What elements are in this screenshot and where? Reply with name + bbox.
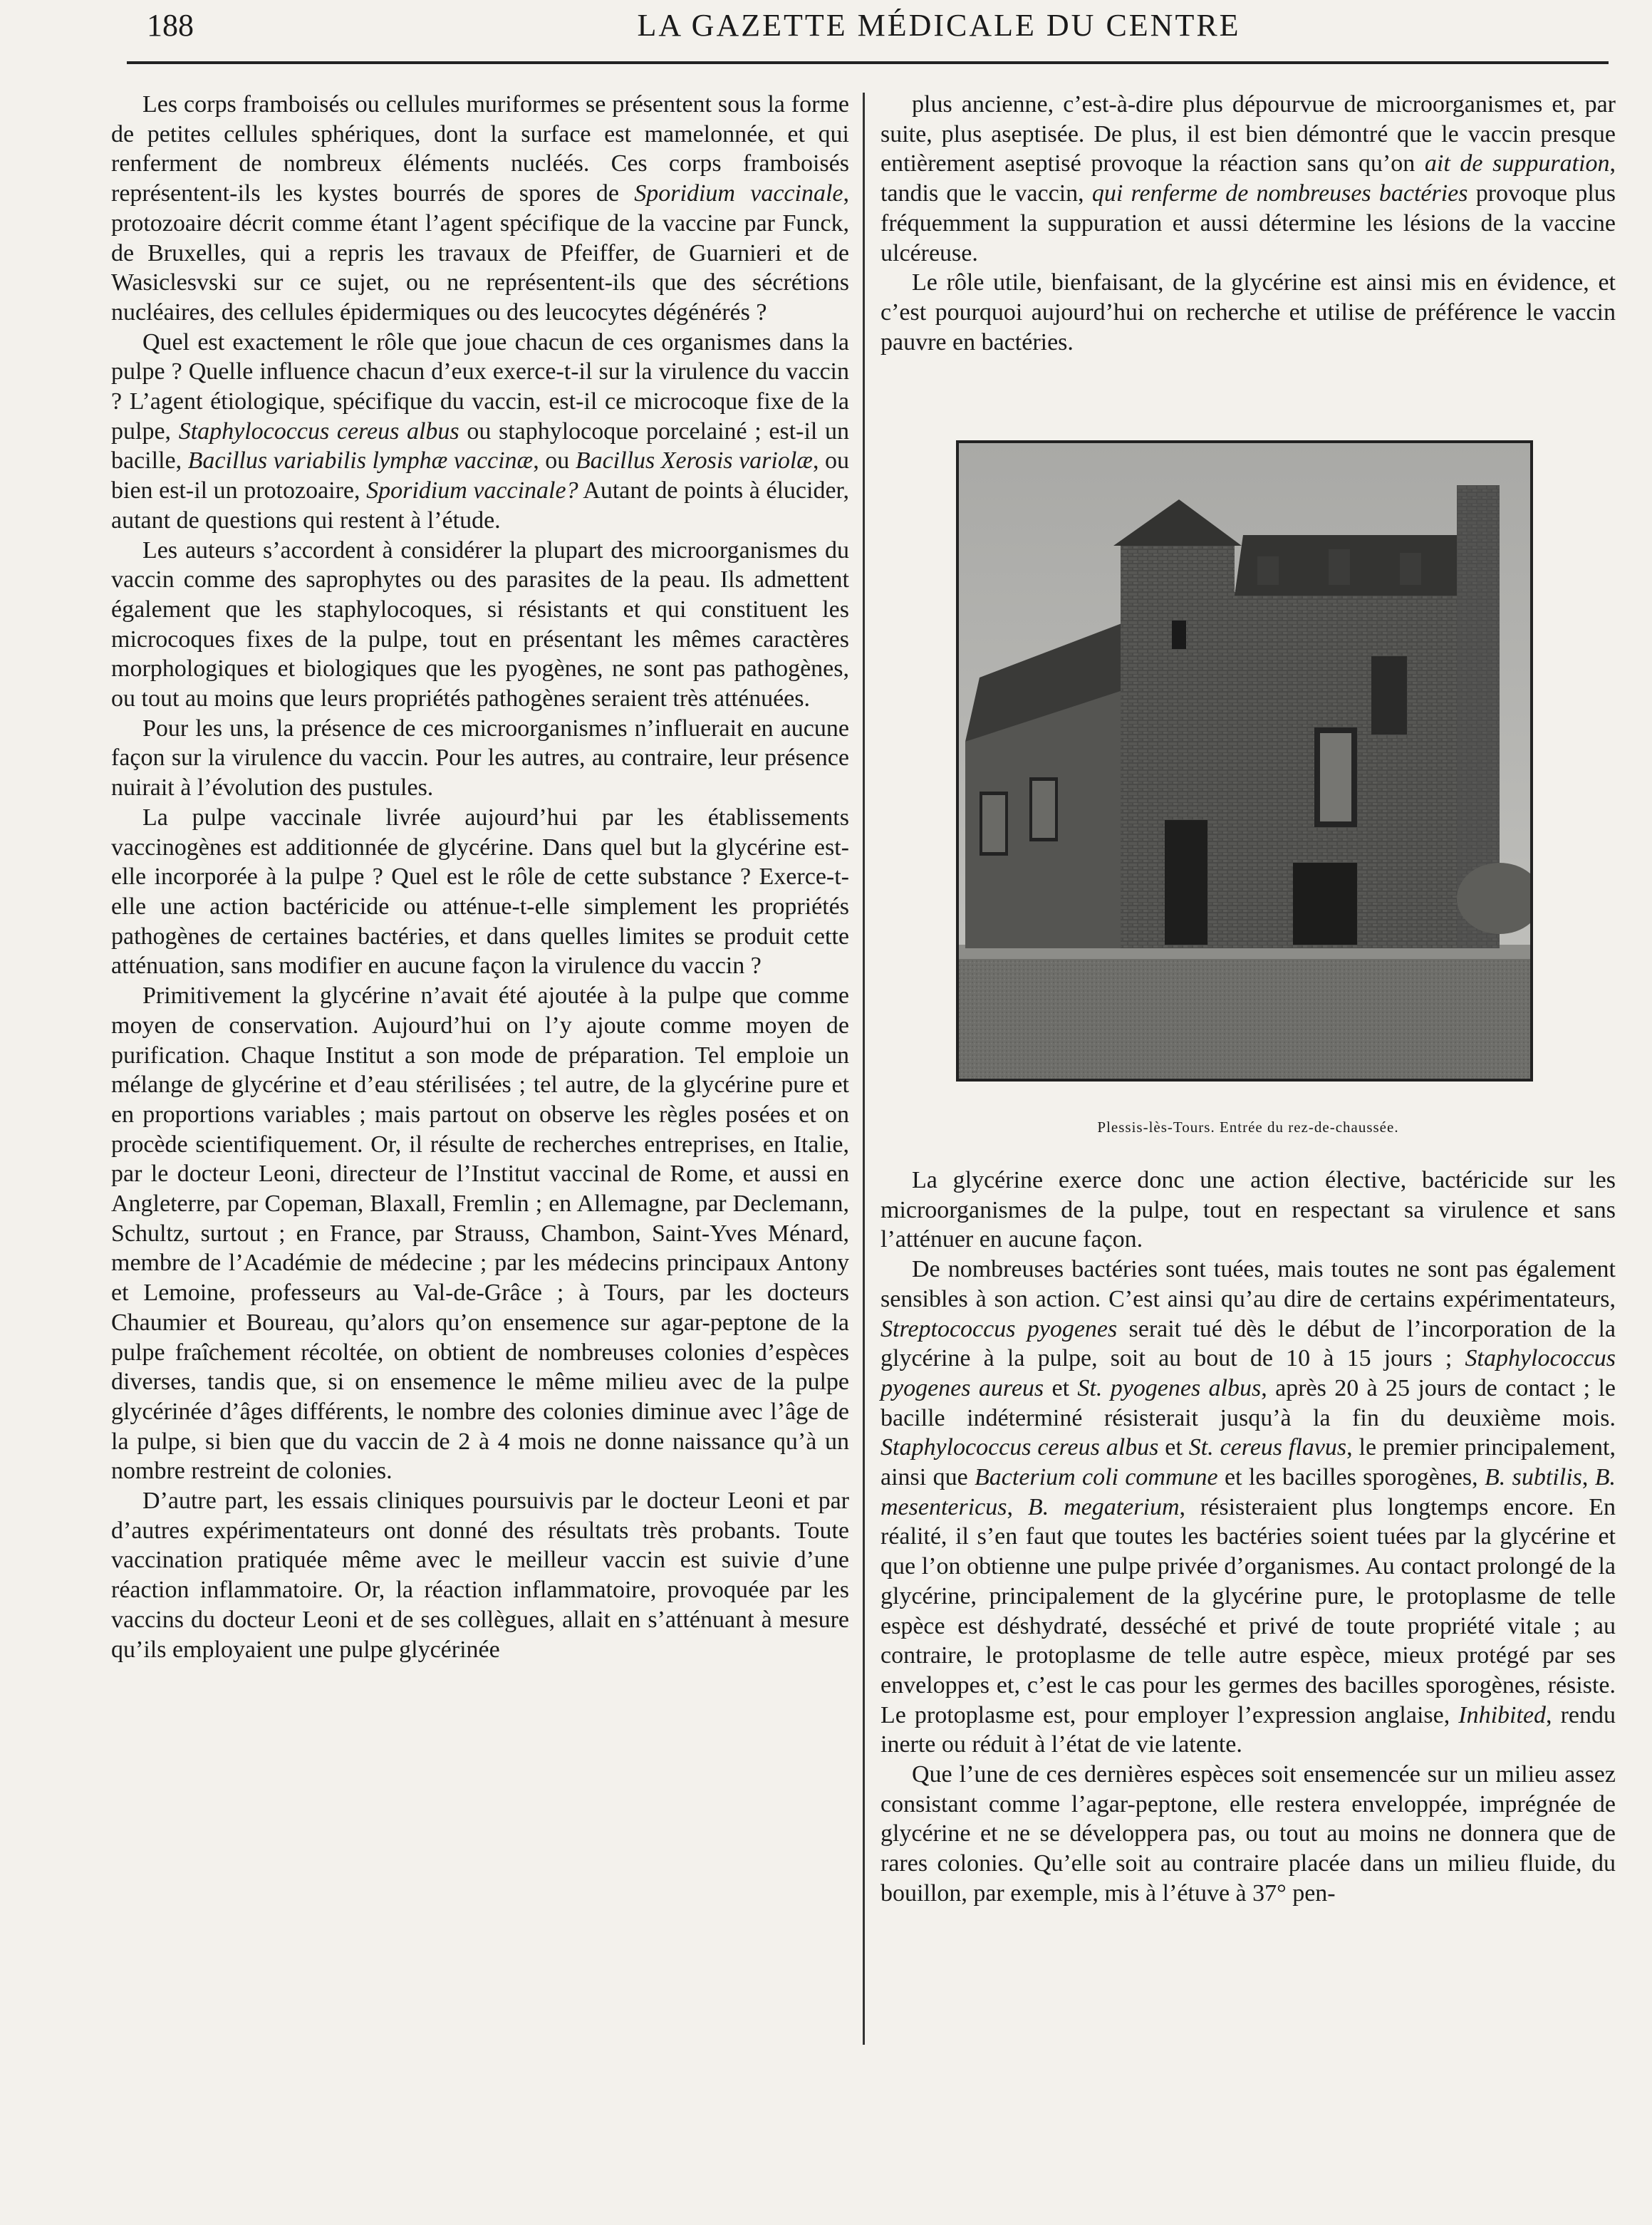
text-run: , ou bien est-il un protozoaire, <box>111 447 850 504</box>
italic-term: Bacillus Xerosis variolæ <box>575 447 813 474</box>
paragraph <box>880 268 1616 357</box>
text-run: Autant de points à élucider, autant de questions qui restent à l’étude. <box>111 477 849 534</box>
text-run: plus ancienne, c’est-à-dire plus dépourvue de microorganismes et, par suite, plus aseptisée. De plus, il est bien démontré que le vaccin presque entièrement aseptisé provoque la réaction sans qu’on <box>880 91 1616 177</box>
paragraph <box>111 328 849 536</box>
text-run: , protozoaire décrit comme étant l’agent spécifique de la vaccine par Funck, de Bruxelles, qui a repris les travaux de Pfeiffer, de Guarnieri et de Wasiclesvski sur ce sujet, ou ne représentent-ils que des sécrétions nucléaires, des cellules épidermiques ou des leucocytes dégénérés ? <box>111 180 850 326</box>
text-run: Quel est exactement le rôle que joue chacun de ces organismes dans la pulpe ? Quelle influence chacun d’eux exerce-t-il sur la virulence du vaccin ? L’agent étiologique, spécifique du vaccin, est-il ce microcoque fixe de la pulpe, <box>111 328 849 445</box>
text-run: D’autre part, les essais cliniques poursuivis par le docteur Leoni et par d’autres expérimentateurs ont donné des résultats très probants. Toute vaccination pratiquée même avec le meilleur vaccin est suivie d’une réaction inflammatoire. Or, la réaction inflammatoire, provoquée par les vaccins du docteur Leoni et de ses collègues, allait en s’atténuant à mesure qu’ils employaient une pulpe glycérinée <box>111 1488 849 1663</box>
paragraph <box>880 90 1616 268</box>
running-header <box>127 7 1609 57</box>
column-divider <box>863 93 865 2045</box>
text-run: De nombreuses bactéries sont tuées, mais toutes ne sont pas également sensibles à son action. C’est ainsi qu’au dire de certains expérimentateurs, <box>880 1256 1616 1312</box>
text-run: Le rôle utile, bienfaisant, de la glycérine est ainsi mis en évidence, et c’est pourquoi aujourd’hui on recherche et utilise de préférence le vaccin pauvre en bactéries. <box>880 269 1616 356</box>
italic-term: St. cereus flavus <box>1188 1434 1347 1461</box>
text-run: Pour les uns, la présence de ces microorganismes n’influerait en aucune façon sur la virulence du vaccin. Pour les autres, au contraire, leur présence nuirait à l’évolution des pustules. <box>111 715 849 802</box>
text-run: La pulpe vaccinale livrée aujourd’hui par les établissements vaccinogènes est additionnée de glycérine. Dans quel but la glycérine est-elle incorporée à la pulpe ? Quel est le rôle de cette substance ? Exerce-t-elle une action bactéricide ou atténue-t-elle simplement les propriétés pathogènes de certaines bactéries, et dans quelles limites se produit cette atténuation, sans modifier en aucune façon la virulence du vaccin ? <box>111 804 849 980</box>
paragraph <box>880 1166 1616 1255</box>
text-run: , après 20 à 25 jours de contact ; le bacille indéterminé résisterait jusqu’à la fin du deuxième mois. <box>880 1374 1616 1431</box>
text-run: Primitivement la glycérine n’avait été ajoutée à la pulpe que comme moyen de conservation. Aujourd’hui on l’y ajoute comme moyen de purification. Chaque Institut a son mode de préparation. Tel emploie un mélange de glycérine et d’eau stérilisées ; tel autre, de la glycérine pure et en proportions variables ; mais partout on observe les règles posées et on procède scientifiquement. Or, il résulte de recherches entreprises, en Italie, par le docteur Leoni, directeur de l’Institut vaccinal de Rome, et aussi en Angleterre, par Copeman, Blaxall, Fremlin ; en Allemagne, par Declemann, Schultz, surtout ; en France, par Strauss, Chambon, Saint-Yves Ménard, membre de l’Académie de médecine ; par les médecins principaux Antony et Lemoine, professeurs au Val-de-Grâce ; à Tours, par les docteurs Chaumier et Boureau, qu’alors qu’on ensemence sur agar-peptone de la pulpe fraîchement récoltée, on obtient de nombreuses colonies d’espèces diverses, tandis que, si on ensemence le même milieu avec de la pulpe glycérinée d’âges différents, le nombre des colonies diminue avec l’âge de la pulpe, si bien que du vaccin de 2 à 4 mois ne donne naissance qu’à un nombre restreint de colonies. <box>111 982 849 1485</box>
text-run: Les auteurs s’accordent à considérer la plupart des microorganismes du vaccin comme des saprophytes ou des parasites de la peau. Ils admettent également que les staphylocoques, si résistants et qui constituent les microcoques fixes de la pulpe, tout en présentant les mêmes caractères morphologiques et biologiques que les pyogènes, ne sont pas pathogènes, ou tout au moins que leurs propriétés pathogènes seraient très atténuées. <box>111 536 849 712</box>
italic-term: qui renferme de nombreuses bactéries <box>1091 180 1468 207</box>
paragraph <box>111 803 849 981</box>
text-run: ou staphylocoque porcelainé ; est-il un bacille, <box>111 417 849 474</box>
text-run: et <box>1158 1434 1189 1461</box>
text-run: , <box>1007 1493 1028 1520</box>
chateau-photograph <box>956 440 1533 1082</box>
text-run: , <box>1581 1464 1595 1491</box>
right-column-bottom <box>880 1166 1616 1909</box>
italic-term: B. mesentericus <box>880 1464 1616 1520</box>
text-run: et les bacilles sporogènes, <box>1217 1464 1485 1491</box>
paragraph <box>880 1760 1616 1909</box>
italic-term: Inhibited <box>1458 1701 1547 1728</box>
text-run: , résisteraient plus longtemps encore. En réalité, il s’en faut que toutes les bactéries soient tuées par la glycérine et que l’on obtienne une pulpe privée d’organismes. Au contact prolongé de la glycérine, principalement de la glycérine pure, le protoplasme de telle espèce est déshydraté, desséché et privé de toute propriété vitale ; au contraire, le protoplasme de telle autre espèce, mieux protégé par ses enveloppes et, c’est le cas pour les germes des bacilles sporogènes, résiste. Le protoplasme est, pour employer l’expression anglaise, <box>880 1493 1616 1728</box>
text-run: La glycérine exerce donc une action élective, bactéricide sur les microorganismes de la pulpe, tout en respectant sa virulence et sans l’atténuer en aucune façon. <box>880 1167 1616 1253</box>
text-run: Les corps framboisés ou cellules muriformes se présentent sous la forme de petites cellules sphériques, dont la surface est mamelonnée, et qui renferment de nombreux éléments nucléés. Ces corps framboisés représentent-ils les kystes bourrés de spores de <box>111 91 849 207</box>
paragraph <box>111 981 849 1486</box>
right-column-top <box>880 90 1616 357</box>
italic-term: Staphylococcus pyogenes aureus <box>880 1345 1616 1401</box>
header-rule <box>127 61 1609 64</box>
running-title: LA GAZETTE MÉDICALE DU CENTRE <box>637 8 1241 43</box>
figure-caption: Plessis-lès-Tours. Entrée du rez-de-chaussée. <box>1097 1119 1399 1136</box>
italic-term: Sporidium vaccinale? <box>366 477 578 504</box>
italic-term: Bacterium coli commune <box>975 1464 1218 1491</box>
left-column <box>111 90 849 1664</box>
italic-term: ait de suppuration <box>1424 150 1610 177</box>
italic-term: B. megaterium <box>1027 1493 1180 1520</box>
italic-term: Staphylococcus cereus albus <box>880 1434 1159 1461</box>
text-run: , tandis que le vaccin, <box>880 150 1616 207</box>
italic-term: Staphylococcus cereus albus <box>178 417 459 445</box>
text-run: serait tué dès le début de l’incorporation de la glycérine à la pulpe, soit au bout de 10 à 15 jours ; <box>880 1315 1616 1372</box>
text-run: , rendu inerte ou réduit à l’état de vie latente. <box>880 1701 1616 1758</box>
text-run: provoque plus fréquemment la suppuration et aussi détermine les lésions de la vaccine ulcéreuse. <box>880 180 1616 266</box>
text-run: et <box>1044 1374 1078 1401</box>
text-run: , ou <box>533 447 576 474</box>
text-run: Que l’une de ces dernières espèces soit ensemencée sur un milieu assez consistant comme l’agar-peptone, elle restera enveloppée, imprégnée de glycérine et ne se développera pas, ou tout au moins ne donnera que de rares colonies. Qu’elle soit au contraire placée dans un milieu fluide, du bouillon, par exemple, mis à l’étuve à 37° pen- <box>880 1761 1616 1907</box>
paragraph <box>111 536 849 714</box>
text-run: , le premier principalement, ainsi que <box>880 1434 1616 1491</box>
page-number: 188 <box>147 8 194 43</box>
italic-term: St. pyogenes albus <box>1077 1374 1262 1401</box>
italic-term: Bacillus variabilis lymphæ vaccinæ <box>187 447 534 474</box>
italic-term: Sporidium vaccinale <box>634 180 843 207</box>
paragraph <box>111 90 849 328</box>
italic-term: B. subtilis <box>1485 1464 1582 1491</box>
paragraph <box>880 1255 1616 1760</box>
paragraph <box>111 714 849 803</box>
italic-term: Streptococcus pyogenes <box>880 1315 1118 1342</box>
paragraph <box>111 1486 849 1664</box>
